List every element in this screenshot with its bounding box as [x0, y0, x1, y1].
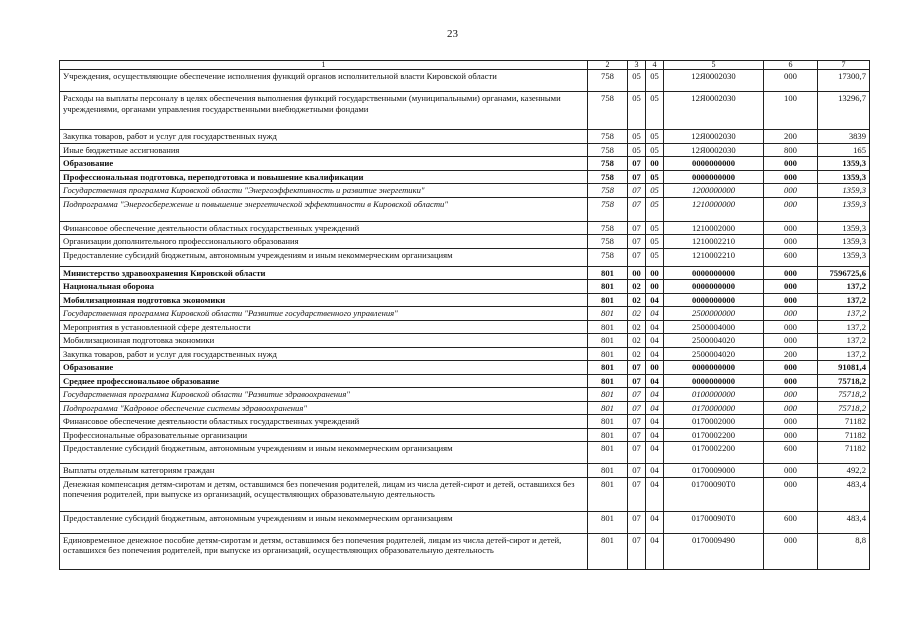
row-name-cell: Иные бюджетные ассигнования — [60, 143, 588, 157]
expense-type-cell: 000 — [764, 361, 818, 375]
subsection-cell: 05 — [646, 235, 664, 249]
target-article-cell: 12Я0002030 — [664, 143, 764, 157]
admin-code-cell: 758 — [588, 184, 628, 198]
target-article-cell: 1200000000 — [664, 184, 764, 198]
section-cell: 07 — [628, 170, 646, 184]
subsection-cell: 00 — [646, 266, 664, 280]
expense-type-cell: 800 — [764, 143, 818, 157]
subsection-cell: 00 — [646, 361, 664, 375]
admin-code-cell: 758 — [588, 248, 628, 266]
admin-code-cell: 758 — [588, 221, 628, 235]
expense-type-cell: 000 — [764, 170, 818, 184]
row-name-cell: Мобилизационная подготовка экономики — [60, 334, 588, 348]
subsection-cell: 05 — [646, 221, 664, 235]
target-article-cell: 1210000000 — [664, 197, 764, 221]
row-name-cell: Среднее профессиональное образование — [60, 374, 588, 388]
table-row — [60, 374, 870, 388]
admin-code-cell: 758 — [588, 130, 628, 144]
row-name-cell: Финансовое обеспечение деятельности областных государственных учреждений — [60, 415, 588, 429]
amount-cell: 483,4 — [818, 477, 870, 511]
subsection-cell: 00 — [646, 157, 664, 171]
amount-cell: 91081,4 — [818, 361, 870, 375]
amount-cell: 17300,7 — [818, 70, 870, 92]
section-cell: 02 — [628, 334, 646, 348]
table-row — [60, 320, 870, 334]
admin-code-cell: 801 — [588, 388, 628, 402]
section-cell: 00 — [628, 266, 646, 280]
table-row — [60, 415, 870, 429]
section-cell: 07 — [628, 221, 646, 235]
subsection-cell: 04 — [646, 442, 664, 464]
amount-cell: 3839 — [818, 130, 870, 144]
column-header: 4 — [646, 61, 664, 70]
section-cell: 02 — [628, 280, 646, 294]
target-article-cell: 12Я0002030 — [664, 70, 764, 92]
amount-cell: 1359,3 — [818, 235, 870, 249]
section-cell: 07 — [628, 533, 646, 569]
column-header: 5 — [664, 61, 764, 70]
section-cell: 07 — [628, 374, 646, 388]
section-cell: 07 — [628, 361, 646, 375]
amount-cell: 7596725,6 — [818, 266, 870, 280]
section-cell: 07 — [628, 184, 646, 198]
row-name-cell: Государственная программа Кировской области "Развитие государственного управления" — [60, 307, 588, 321]
expense-type-cell: 000 — [764, 266, 818, 280]
expense-type-cell: 000 — [764, 221, 818, 235]
row-name-cell: Предоставление субсидий бюджетным, автономным учреждениям и иным некоммерческим организациям — [60, 442, 588, 464]
amount-cell: 71182 — [818, 428, 870, 442]
admin-code-cell: 801 — [588, 293, 628, 307]
expense-type-cell: 000 — [764, 334, 818, 348]
amount-cell: 71182 — [818, 415, 870, 429]
subsection-cell: 05 — [646, 170, 664, 184]
budget-table — [59, 60, 870, 570]
admin-code-cell: 801 — [588, 266, 628, 280]
header-row — [60, 61, 870, 70]
section-cell: 02 — [628, 307, 646, 321]
section-cell: 02 — [628, 347, 646, 361]
expense-type-cell: 000 — [764, 280, 818, 294]
section-cell: 07 — [628, 511, 646, 533]
table-row — [60, 307, 870, 321]
subsection-cell: 04 — [646, 388, 664, 402]
table-row — [60, 235, 870, 249]
subsection-cell: 04 — [646, 347, 664, 361]
table-row — [60, 442, 870, 464]
row-name-cell: Выплаты отдельным категориям граждан — [60, 464, 588, 478]
section-cell: 07 — [628, 197, 646, 221]
amount-cell: 8,8 — [818, 533, 870, 569]
table-row — [60, 248, 870, 266]
target-article-cell: 2500000000 — [664, 307, 764, 321]
target-article-cell: 12Я0002030 — [664, 92, 764, 130]
expense-type-cell: 000 — [764, 307, 818, 321]
subsection-cell: 05 — [646, 70, 664, 92]
section-cell: 05 — [628, 92, 646, 130]
admin-code-cell: 801 — [588, 477, 628, 511]
target-article-cell: 0170002200 — [664, 442, 764, 464]
target-article-cell: 0000000000 — [664, 280, 764, 294]
amount-cell: 483,4 — [818, 511, 870, 533]
admin-code-cell: 801 — [588, 374, 628, 388]
expense-type-cell: 000 — [764, 428, 818, 442]
column-header: 6 — [764, 61, 818, 70]
section-cell: 07 — [628, 428, 646, 442]
expense-type-cell: 000 — [764, 401, 818, 415]
row-name-cell: Предоставление субсидий бюджетным, автономным учреждениям и иным некоммерческим организациям — [60, 511, 588, 533]
row-name-cell: Закупка товаров, работ и услуг для государственных нужд — [60, 130, 588, 144]
row-name-cell: Профессиональная подготовка, переподготовка и повышение квалификации — [60, 170, 588, 184]
table-row — [60, 511, 870, 533]
amount-cell: 1359,3 — [818, 184, 870, 198]
target-article-cell: 1210002000 — [664, 221, 764, 235]
target-article-cell: 01700090Т0 — [664, 511, 764, 533]
admin-code-cell: 758 — [588, 92, 628, 130]
table-row — [60, 130, 870, 144]
table-row — [60, 347, 870, 361]
table-row — [60, 428, 870, 442]
column-header: 3 — [628, 61, 646, 70]
admin-code-cell: 801 — [588, 428, 628, 442]
target-article-cell: 2500004020 — [664, 347, 764, 361]
section-cell: 07 — [628, 248, 646, 266]
admin-code-cell: 758 — [588, 235, 628, 249]
row-name-cell: Учреждения, осуществляющие обеспечение исполнения функций органов исполнительной власти Кировской области — [60, 70, 588, 92]
subsection-cell: 05 — [646, 184, 664, 198]
column-header: 2 — [588, 61, 628, 70]
admin-code-cell: 801 — [588, 361, 628, 375]
amount-cell: 137,2 — [818, 293, 870, 307]
target-article-cell: 0000000000 — [664, 293, 764, 307]
admin-code-cell: 801 — [588, 347, 628, 361]
amount-cell: 71182 — [818, 442, 870, 464]
section-cell: 07 — [628, 477, 646, 511]
table-row — [60, 197, 870, 221]
expense-type-cell: 000 — [764, 533, 818, 569]
amount-cell: 1359,3 — [818, 221, 870, 235]
table-row — [60, 170, 870, 184]
row-name-cell: Мобилизационная подготовка экономики — [60, 293, 588, 307]
expense-type-cell: 200 — [764, 347, 818, 361]
target-article-cell: 0000000000 — [664, 266, 764, 280]
admin-code-cell: 758 — [588, 197, 628, 221]
row-name-cell: Предоставление субсидий бюджетным, автономным учреждениям и иным некоммерческим организациям — [60, 248, 588, 266]
subsection-cell: 05 — [646, 143, 664, 157]
subsection-cell: 04 — [646, 320, 664, 334]
subsection-cell: 04 — [646, 374, 664, 388]
amount-cell: 165 — [818, 143, 870, 157]
table-row — [60, 401, 870, 415]
row-name-cell: Единовременное денежное пособие детям-сиротам и детям, оставшимся без попечения родителей, лицам из числа детей-сирот и детей, оставшихся без попечения родителей, при выпуске из организаций, осуществляющих образовательную деятельность — [60, 533, 588, 569]
amount-cell: 75718,2 — [818, 401, 870, 415]
table-row — [60, 293, 870, 307]
section-cell: 05 — [628, 143, 646, 157]
amount-cell: 1359,3 — [818, 248, 870, 266]
row-name-cell: Государственная программа Кировской области "Энергоэффективность и развитие энергетики" — [60, 184, 588, 198]
expense-type-cell: 600 — [764, 248, 818, 266]
row-name-cell: Национальная оборона — [60, 280, 588, 294]
table-row — [60, 157, 870, 171]
amount-cell: 137,2 — [818, 307, 870, 321]
subsection-cell: 04 — [646, 464, 664, 478]
subsection-cell: 04 — [646, 533, 664, 569]
section-cell: 07 — [628, 388, 646, 402]
target-article-cell: 0000000000 — [664, 361, 764, 375]
subsection-cell: 05 — [646, 197, 664, 221]
table-row — [60, 334, 870, 348]
row-name-cell: Денежная компенсация детям-сиротам и детям, оставшимся без попечения родителей, лицам из числа детей-сирот и детей, оставшихся без попечения родителей, при выпуске из организаций, осуществляющих образовательную деятельность — [60, 477, 588, 511]
subsection-cell: 04 — [646, 415, 664, 429]
section-cell: 05 — [628, 130, 646, 144]
subsection-cell: 04 — [646, 511, 664, 533]
target-article-cell: 0100000000 — [664, 388, 764, 402]
row-name-cell: Образование — [60, 157, 588, 171]
row-name-cell: Профессиональные образовательные организации — [60, 428, 588, 442]
expense-type-cell: 000 — [764, 320, 818, 334]
subsection-cell: 04 — [646, 477, 664, 511]
subsection-cell: 04 — [646, 428, 664, 442]
admin-code-cell: 801 — [588, 334, 628, 348]
expense-type-cell: 600 — [764, 442, 818, 464]
row-name-cell: Образование — [60, 361, 588, 375]
row-name-cell: Подпрограмма "Кадровое обеспечение системы здравоохранения" — [60, 401, 588, 415]
table-row — [60, 221, 870, 235]
expense-type-cell: 000 — [764, 70, 818, 92]
section-cell: 07 — [628, 415, 646, 429]
expense-type-cell: 000 — [764, 235, 818, 249]
expense-type-cell: 000 — [764, 388, 818, 402]
target-article-cell: 0000000000 — [664, 374, 764, 388]
target-article-cell: 1210002210 — [664, 235, 764, 249]
table-row — [60, 477, 870, 511]
subsection-cell: 04 — [646, 401, 664, 415]
table-row — [60, 533, 870, 569]
target-article-cell: 1210002210 — [664, 248, 764, 266]
table-row — [60, 266, 870, 280]
expense-type-cell: 000 — [764, 374, 818, 388]
expense-type-cell: 000 — [764, 184, 818, 198]
row-name-cell: Государственная программа Кировской области "Развитие здравоохранения" — [60, 388, 588, 402]
target-article-cell: 0170009000 — [664, 464, 764, 478]
section-cell: 05 — [628, 70, 646, 92]
amount-cell: 137,2 — [818, 280, 870, 294]
target-article-cell: 0000000000 — [664, 157, 764, 171]
row-name-cell: Организации дополнительного профессионального образования — [60, 235, 588, 249]
section-cell: 07 — [628, 401, 646, 415]
expense-type-cell: 000 — [764, 477, 818, 511]
amount-cell: 1359,3 — [818, 170, 870, 184]
admin-code-cell: 758 — [588, 70, 628, 92]
expense-type-cell: 000 — [764, 464, 818, 478]
table-row — [60, 464, 870, 478]
expense-type-cell: 000 — [764, 157, 818, 171]
expense-type-cell: 000 — [764, 415, 818, 429]
admin-code-cell: 801 — [588, 442, 628, 464]
admin-code-cell: 801 — [588, 307, 628, 321]
table-row — [60, 70, 870, 92]
row-name-cell: Подпрограмма "Энергосбережение и повышение энергетической эффективности в Кировской области" — [60, 197, 588, 221]
admin-code-cell: 758 — [588, 157, 628, 171]
amount-cell: 1359,3 — [818, 197, 870, 221]
amount-cell: 137,2 — [818, 347, 870, 361]
amount-cell: 492,2 — [818, 464, 870, 478]
table-row — [60, 280, 870, 294]
column-header: 1 — [60, 61, 588, 70]
target-article-cell: 0170000000 — [664, 401, 764, 415]
admin-code-cell: 801 — [588, 320, 628, 334]
column-header: 7 — [818, 61, 870, 70]
amount-cell: 13296,7 — [818, 92, 870, 130]
expense-type-cell: 000 — [764, 197, 818, 221]
section-cell: 07 — [628, 442, 646, 464]
admin-code-cell: 801 — [588, 464, 628, 478]
subsection-cell: 04 — [646, 334, 664, 348]
target-article-cell: 0170002000 — [664, 415, 764, 429]
subsection-cell: 05 — [646, 248, 664, 266]
section-cell: 07 — [628, 157, 646, 171]
row-name-cell: Финансовое обеспечение деятельности областных государственных учреждений — [60, 221, 588, 235]
expense-type-cell: 200 — [764, 130, 818, 144]
amount-cell: 75718,2 — [818, 388, 870, 402]
target-article-cell: 01700090Т0 — [664, 477, 764, 511]
amount-cell: 137,2 — [818, 320, 870, 334]
section-cell: 02 — [628, 320, 646, 334]
row-name-cell: Мероприятия в установленной сфере деятельности — [60, 320, 588, 334]
row-name-cell: Министерство здравоохранения Кировской области — [60, 266, 588, 280]
target-article-cell: 2500004000 — [664, 320, 764, 334]
admin-code-cell: 758 — [588, 170, 628, 184]
admin-code-cell: 801 — [588, 401, 628, 415]
expense-type-cell: 100 — [764, 92, 818, 130]
table-row — [60, 92, 870, 130]
table-row — [60, 184, 870, 198]
admin-code-cell: 801 — [588, 533, 628, 569]
expense-type-cell: 600 — [764, 511, 818, 533]
amount-cell: 75718,2 — [818, 374, 870, 388]
amount-cell: 137,2 — [818, 334, 870, 348]
amount-cell: 1359,3 — [818, 157, 870, 171]
subsection-cell: 04 — [646, 307, 664, 321]
subsection-cell: 04 — [646, 293, 664, 307]
admin-code-cell: 801 — [588, 280, 628, 294]
expense-type-cell: 000 — [764, 293, 818, 307]
target-article-cell: 12Я0002030 — [664, 130, 764, 144]
section-cell: 02 — [628, 293, 646, 307]
table-row — [60, 143, 870, 157]
section-cell: 07 — [628, 464, 646, 478]
subsection-cell: 05 — [646, 130, 664, 144]
section-cell: 07 — [628, 235, 646, 249]
subsection-cell: 05 — [646, 92, 664, 130]
target-article-cell: 0170009490 — [664, 533, 764, 569]
admin-code-cell: 801 — [588, 415, 628, 429]
target-article-cell: 0000000000 — [664, 170, 764, 184]
admin-code-cell: 801 — [588, 511, 628, 533]
row-name-cell: Закупка товаров, работ и услуг для государственных нужд — [60, 347, 588, 361]
target-article-cell: 2500004020 — [664, 334, 764, 348]
row-name-cell: Расходы на выплаты персоналу в целях обеспечения выполнения функций государственными (муниципальными) органами, казенными учреждениями, органами управления государственными внебюджетными фондами — [60, 92, 588, 130]
table-row — [60, 361, 870, 375]
page-number: 23 — [447, 28, 458, 40]
target-article-cell: 0170002200 — [664, 428, 764, 442]
admin-code-cell: 758 — [588, 143, 628, 157]
table-row — [60, 388, 870, 402]
subsection-cell: 00 — [646, 280, 664, 294]
